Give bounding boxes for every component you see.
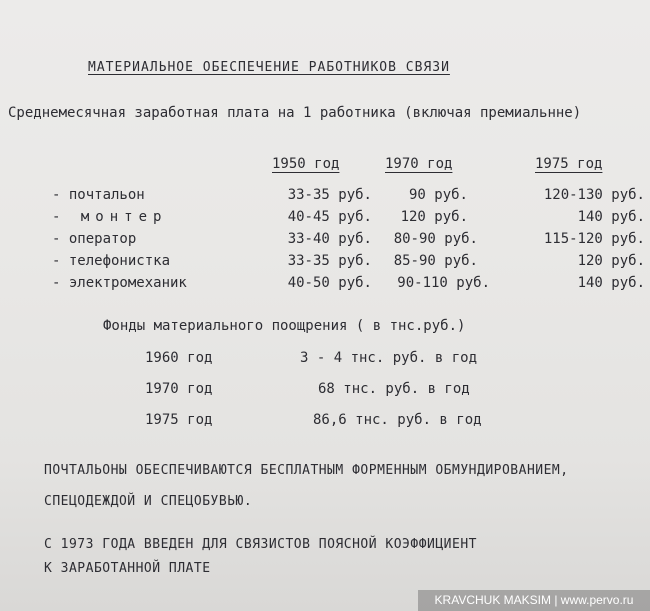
fund-year: 1960 год (145, 350, 213, 366)
cell-1950: 33-35 руб. (287, 187, 372, 203)
year-header-1975: 1975 год (535, 156, 603, 172)
cell-1970: 90 руб. (408, 187, 468, 203)
fund-year: 1970 год (145, 381, 213, 397)
fund-value: 86,6 тнс. руб. в год (313, 412, 482, 428)
cell-1975: 140 руб. (577, 275, 645, 291)
cell-1975: 115-120 руб. (543, 231, 645, 247)
row-label: - оператор (52, 231, 137, 247)
year-header-1950: 1950 год (272, 156, 340, 172)
cell-1975: 120-130 руб. (543, 187, 645, 203)
fund-value: 68 тнс. руб. в год (318, 381, 470, 397)
note-coefficient: С 1973 ГОДА ВВЕДЕН ДЛЯ СВЯЗИСТОВ ПОЯСНОЙ КОЭФФИЦИЕНТ (44, 537, 477, 552)
fund-value: 3 - 4 тнс. руб. в год (300, 350, 478, 366)
note-workwear: СПЕЦОДЕЖДОЙ И СПЕЦОБУВЬЮ. (44, 494, 253, 509)
fund-year: 1975 год (145, 412, 213, 428)
cell-1950: 40-50 руб. (287, 275, 372, 291)
document-title: МАТЕРИАЛЬНОЕ ОБЕСПЕЧЕНИЕ РАБОТНИКОВ СВЯЗИ (88, 60, 450, 75)
row-label: - почтальон (52, 187, 145, 203)
cell-1975: 140 руб. (577, 209, 645, 225)
row-label: - электромеханик (52, 275, 187, 291)
watermark-credit: KRAVCHUK MAKSIM | www.pervo.ru (418, 590, 650, 611)
row-label: - монтер (52, 209, 168, 225)
note-uniform: ПОЧТАЛЬОНЫ ОБЕСПЕЧИВАЮТСЯ БЕСПЛАТНЫМ ФОРМЕННЫМ ОБМУНДИРОВАНИЕМ, (44, 463, 569, 478)
cell-1970: 120 руб. (400, 209, 468, 225)
cell-1970: 80-90 руб. (393, 231, 478, 247)
salary-subtitle: Среднемесячная заработная плата на 1 работника (включая премиальнне) (8, 105, 582, 121)
note-coefficient-cont: К ЗАРАБОТАННОЙ ПЛАТЕ (44, 561, 211, 576)
cell-1970: 85-90 руб. (393, 253, 478, 269)
cell-1950: 33-40 руб. (287, 231, 372, 247)
cell-1975: 120 руб. (577, 253, 645, 269)
cell-1950: 40-45 руб. (287, 209, 372, 225)
cell-1970: 90-110 руб. (397, 275, 490, 291)
row-label: - телефонистка (52, 253, 171, 269)
year-header-1970: 1970 год (385, 156, 453, 172)
cell-1950: 33-35 руб. (287, 253, 372, 269)
funds-title: Фонды материального поощрения ( в тнс.руб.) (103, 318, 466, 334)
